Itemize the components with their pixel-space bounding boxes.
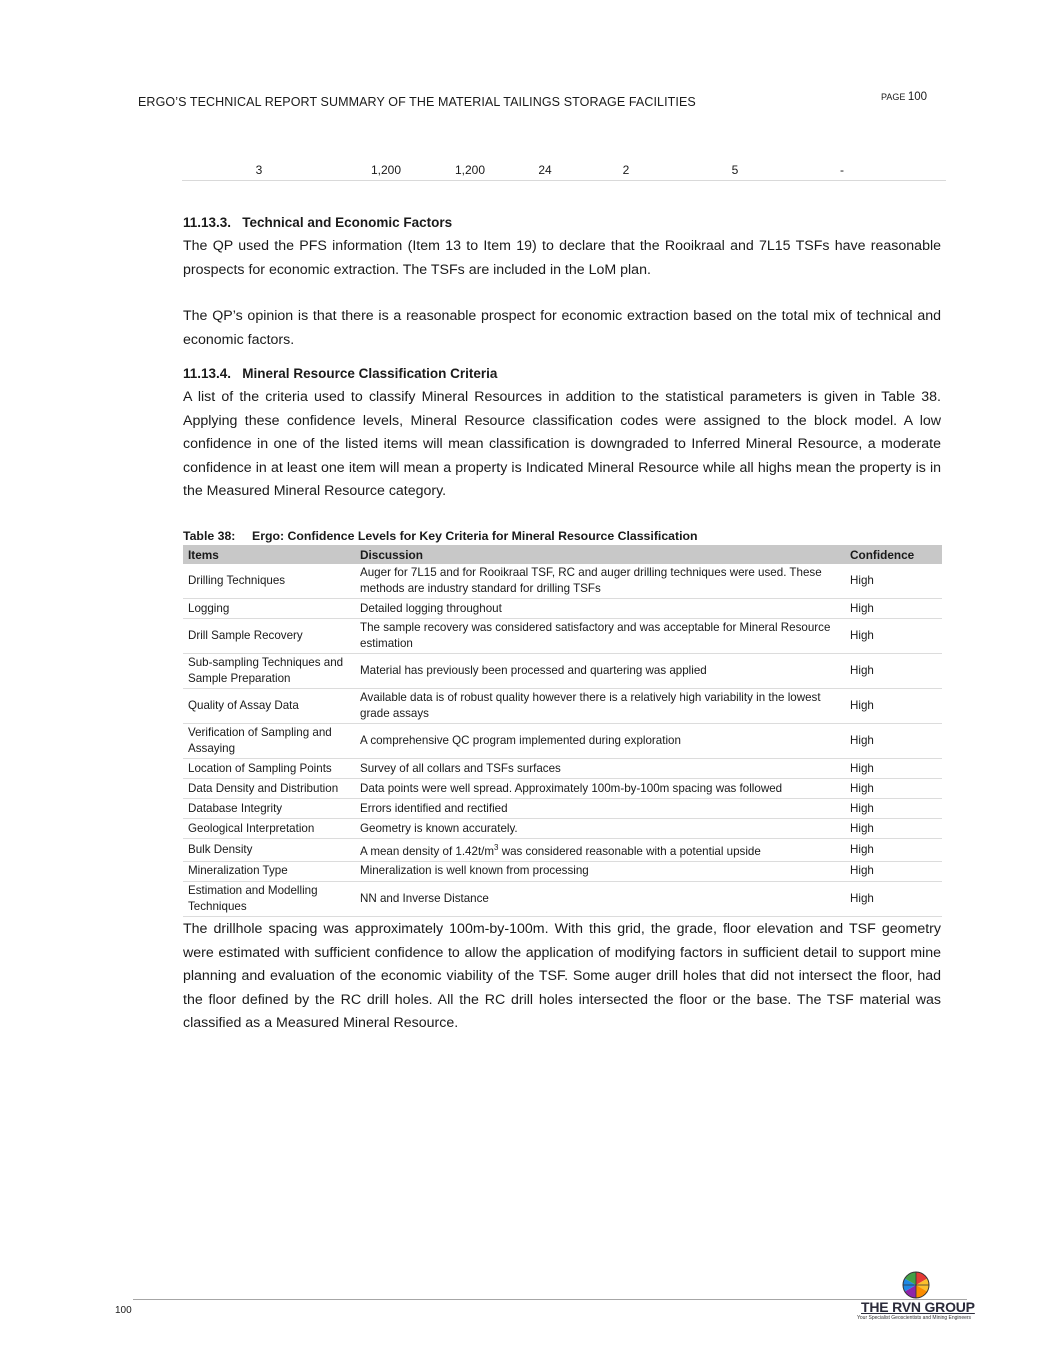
- discussion-cell: Auger for 7L15 and for Rooikraal TSF, RC and auger drilling techniques were used. These methods are industry standard for drilling TSFs: [355, 564, 845, 599]
- discussion-cell: Detailed logging throughout: [355, 599, 845, 619]
- table-row: [183, 654, 942, 689]
- table-cell: 3: [255, 163, 263, 177]
- item-cell: Location of Sampling Points: [183, 759, 355, 779]
- confidence-cell: High: [845, 619, 942, 654]
- table-row: [183, 881, 942, 916]
- confidence-cell: High: [845, 881, 942, 916]
- item-cell: Logging: [183, 599, 355, 619]
- item-cell: Data Density and Distribution: [183, 779, 355, 799]
- confidence-cell: High: [845, 799, 942, 819]
- table-row: [183, 759, 942, 779]
- confidence-cell: High: [845, 759, 942, 779]
- column-header-items: Items: [183, 545, 355, 564]
- paragraph: A list of the criteria used to classify Mineral Resources in addition to the statistical parameters is given in Table 38. Applying these confidence levels, Mineral Resource classification codes were assigned to the block model. A low confidence in one of the listed items will mean classification is downgraded to Inferred Mineral Resource, a moderate confidence in at least one item will mean a property is Indicated Mineral Resource while all highs mean the property is in the Measured Mineral Resource category.: [183, 389, 941, 500]
- table-cell: -: [840, 163, 844, 177]
- confidence-cell: High: [845, 819, 942, 839]
- table-row: [183, 619, 942, 654]
- section-heading-technical-economic: 11.13.3. Technical and Economic Factors: [183, 215, 453, 230]
- table-caption-label: Table 38:: [183, 529, 236, 543]
- item-cell: Verification of Sampling and Assaying: [183, 724, 355, 759]
- discussion-text: was considered reasonable with a potential upside: [498, 844, 761, 858]
- confidence-cell: High: [845, 599, 942, 619]
- discussion-cell: A comprehensive QC program implemented during exploration: [355, 724, 845, 759]
- table-cell: 5: [731, 163, 739, 177]
- table-header-row: [183, 545, 942, 564]
- table-row: [183, 839, 942, 862]
- discussion-cell: Mineralization is well known from processing: [355, 861, 845, 881]
- footer-page-number: 100: [115, 1305, 132, 1316]
- logo-name: THE RVN GROUP: [861, 1299, 975, 1315]
- closing-paragraph: The drillhole spacing was approximately 100m-by-100m. With this grid, the grade, floor elevation and TSF geometry were estimated with sufficient confidence to allow the application of modifying factors in sufficient detail to support mine planning and evaluation of the economic viability of the TSF. Some auger drill holes that did not intersect the floor, had the floor defined by the RC drill holes. All the RC drill holes intersected the floor or the base. The TSF material was classified as a Measured Mineral Resource.: [183, 921, 941, 1032]
- item-cell: Mineralization Type: [183, 861, 355, 881]
- item-cell: Estimation and Modelling Techniques: [183, 881, 355, 916]
- item-cell: Quality of Assay Data: [183, 689, 355, 724]
- superscript-3: 3: [494, 843, 499, 852]
- table-cell: 24: [538, 163, 552, 177]
- item-cell: Drill Sample Recovery: [183, 619, 355, 654]
- discussion-cell: Survey of all collars and TSFs surfaces: [355, 759, 845, 779]
- confidence-cell: High: [845, 839, 942, 862]
- confidence-cell: High: [845, 724, 942, 759]
- column-header-confidence: Confidence: [845, 545, 942, 564]
- discussion-cell: Available data is of robust quality however there is a relatively high variability in the lowest grade assays: [355, 689, 845, 724]
- table-row: [183, 799, 942, 819]
- logo-tagline: Your Specialist Geoscientists and Mining Engineers: [857, 1315, 972, 1321]
- table-row: [183, 689, 942, 724]
- item-cell: Drilling Techniques: [183, 564, 355, 599]
- discussion-cell: Geometry is known accurately.: [355, 819, 845, 839]
- paragraph: The QP used the PFS information (Item 13 to Item 19) to declare that the Rooikraal and 7L15 TSFs have reasonable prospects for economic extraction. The TSFs are included in the LoM plan.: [183, 238, 941, 278]
- table-row: [183, 724, 942, 759]
- confidence-cell: High: [845, 654, 942, 689]
- table-cell: 1,200: [454, 163, 486, 177]
- table-row: [183, 599, 942, 619]
- item-cell: Sub-sampling Techniques and Sample Preparation: [183, 654, 355, 689]
- discussion-cell: Data points were well spread. Approximately 100m-by-100m spacing was followed: [355, 779, 845, 799]
- discussion-cell: Errors identified and rectified: [355, 799, 845, 819]
- page-number: 100: [907, 91, 928, 103]
- confidence-cell: High: [845, 564, 942, 599]
- confidence-levels-table: [183, 545, 942, 917]
- item-cell: Database Integrity: [183, 799, 355, 819]
- table-row: [183, 779, 942, 799]
- discussion-cell: The sample recovery was considered satisfactory and was acceptable for Mineral Resource estimation: [355, 619, 845, 654]
- confidence-cell: High: [845, 689, 942, 724]
- page-header-title: ERGO’S TECHNICAL REPORT SUMMARY OF THE MATERIAL TAILINGS STORAGE FACILITIES: [138, 95, 696, 109]
- table-cell: 1,200: [370, 163, 402, 177]
- table-caption: [183, 529, 698, 543]
- paragraph: The QP’s opinion is that there is a reasonable prospect for economic extraction based on the total mix of technical and economic factors.: [183, 308, 941, 348]
- rvn-group-logo: [857, 1270, 977, 1322]
- table-row: [183, 564, 942, 599]
- discussion-cell: Material has previously been processed and quartering was applied: [355, 654, 845, 689]
- continued-table-row: [182, 160, 946, 181]
- item-cell: Bulk Density: [183, 839, 355, 862]
- page-prefix: PAGE: [881, 92, 906, 102]
- table-row: [183, 861, 942, 881]
- column-header-discussion: Discussion: [355, 545, 845, 564]
- confidence-cell: High: [845, 779, 942, 799]
- header-page-number: [881, 91, 927, 103]
- table-row: [183, 819, 942, 839]
- item-cell: Geological Interpretation: [183, 819, 355, 839]
- table-cell: 2: [622, 163, 630, 177]
- table-caption-text: Ergo: Confidence Levels for Key Criteria for Mineral Resource Classification: [252, 529, 698, 543]
- discussion-cell: [355, 839, 845, 862]
- discussion-cell: NN and Inverse Distance: [355, 881, 845, 916]
- section-heading-classification-criteria: 11.13.4. Mineral Resource Classification Criteria: [183, 366, 498, 381]
- rvn-wheel-icon: [857, 1270, 977, 1300]
- discussion-text: A mean density of 1.42t/m: [360, 844, 495, 858]
- confidence-cell: High: [845, 861, 942, 881]
- footer-divider: [133, 1299, 967, 1300]
